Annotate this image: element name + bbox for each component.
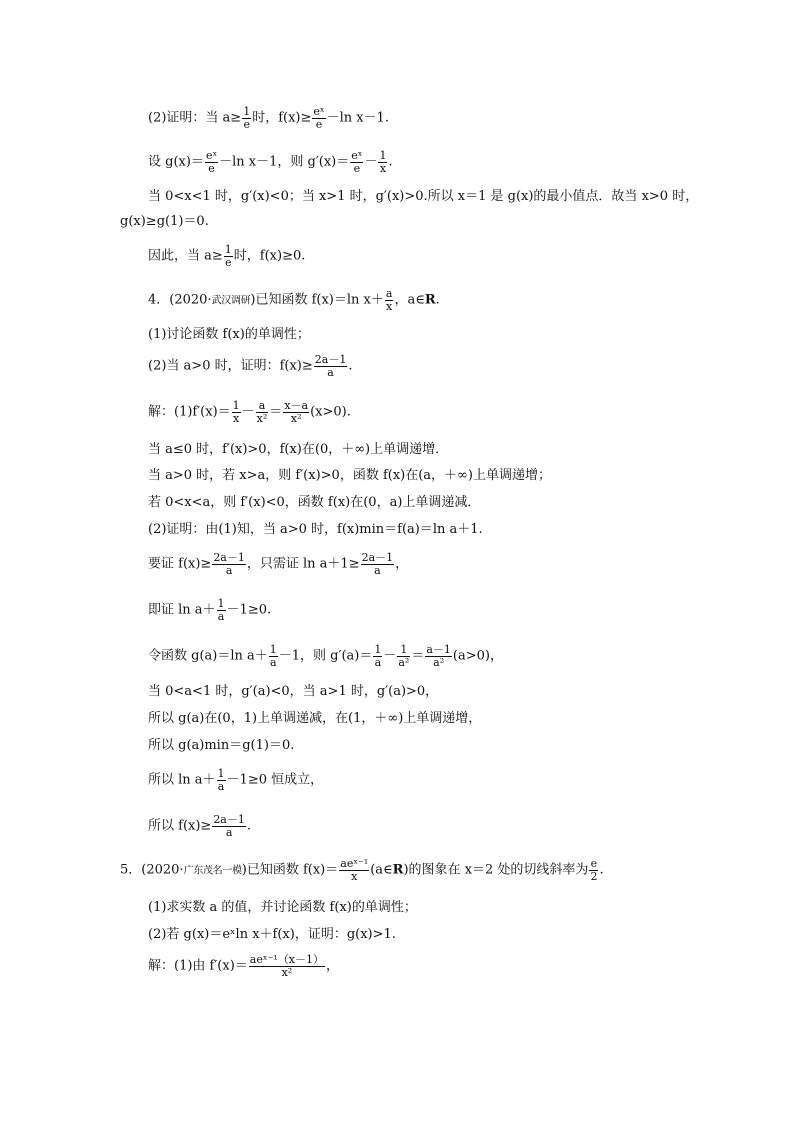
text: R (424, 292, 436, 308)
fraction (217, 768, 226, 792)
numerator: 1 (232, 399, 240, 412)
text: R (392, 862, 404, 878)
text: ＝ (411, 648, 425, 664)
numerator: aeˣ⁻¹（x－1） (249, 953, 324, 966)
line-4: (2)证明：由(1)知，当 a>0 时，f(x)min＝f(a)＝ln a＋1. (148, 522, 483, 537)
text: (x>0). (310, 404, 351, 420)
line-6 (148, 598, 271, 622)
text: 5．(2020· (120, 862, 184, 878)
text: . (599, 862, 604, 878)
text: . (246, 818, 252, 834)
fraction (339, 858, 369, 882)
numerator: 1 (217, 597, 225, 610)
text: . (435, 292, 440, 308)
fraction (269, 644, 278, 668)
fraction (212, 814, 246, 838)
denominator: e (315, 117, 323, 131)
monotonic-line: 当 0<x<1 时，g′(x)<0；当 x>1 时，g′(x)>0.所以 x＝1 是 g(x)的最小值点．故当 x>0 时， (148, 189, 699, 204)
fraction (397, 644, 410, 668)
denominator: 2 (590, 869, 598, 883)
text: 解：(1)由 f′(x)＝ (148, 958, 248, 974)
text: 解：(1)f′(x)＝ (148, 404, 231, 420)
q4-part2 (148, 354, 352, 378)
numerator: 1 (397, 644, 410, 657)
text: 因此，当 a≥ (148, 248, 223, 264)
denominator: e (353, 161, 361, 175)
numerator: 2a－1 (213, 551, 245, 564)
q4-part1: (1)讨论函数 f(x)的单调性； (148, 327, 310, 342)
text: － (364, 154, 378, 170)
numerator: 1 (224, 243, 232, 256)
numerator: 1 (269, 643, 277, 656)
fraction (425, 644, 452, 668)
numerator: 1 (374, 643, 382, 656)
line-8: 当 0<a<1 时，g′(a)<0，当 a>1 时，g′(a)>0， (148, 684, 439, 699)
denominator: a (327, 365, 334, 379)
text: 要证 f(x)≥ (148, 556, 212, 572)
text: . (348, 358, 353, 374)
q5-solution (148, 954, 339, 978)
numerator: 1 (379, 149, 387, 162)
denominator: x (379, 161, 387, 175)
text: (2)证明：当 a≥ (148, 110, 242, 126)
line-7 (148, 644, 503, 668)
numerator: 2a－1 (361, 551, 394, 564)
denominator: e (208, 161, 215, 175)
text: ＝ (269, 404, 283, 420)
text: )的图象在 x＝2 处的切线斜率为 (403, 862, 589, 878)
denominator: e (225, 255, 232, 269)
fraction (242, 106, 251, 130)
numerator: e (590, 857, 598, 870)
q5-part1: (1)求实数 a 的值，并讨论函数 f(x)的单调性； (148, 900, 417, 915)
numerator: aeˣ⁻¹ (340, 857, 369, 870)
numerator: a (256, 400, 269, 413)
fraction (589, 858, 598, 882)
fraction (361, 552, 395, 576)
numerator: eˣ (205, 149, 218, 162)
text: ， (325, 958, 339, 974)
denominator: a (225, 825, 233, 839)
text: 时，f(x)≥0. (233, 248, 306, 264)
text: － (383, 648, 397, 664)
question-5-line (120, 858, 604, 882)
fraction (314, 354, 348, 378)
denominator: x (351, 869, 358, 883)
line-11 (148, 768, 323, 792)
numerator: eˣ (313, 105, 325, 118)
fraction (224, 244, 233, 268)
text: . (388, 154, 393, 170)
text: －ln x－1. (326, 110, 389, 126)
numerator: 2a－1 (213, 813, 245, 826)
q4-solution-1 (148, 400, 351, 424)
denominator: x (386, 299, 393, 313)
text: (a>0)， (452, 648, 503, 664)
source-label: 广东茂名一模 (183, 865, 242, 877)
numerator: x－a (284, 399, 309, 412)
line-9: 所以 g(a)在(0，1)上单调递减，在(1，＋∞)上单调递增， (148, 711, 482, 726)
fraction (312, 106, 325, 130)
line-5 (148, 552, 408, 576)
text: －1≥0 恒成立， (226, 772, 324, 788)
numerator: a－1 (426, 643, 451, 656)
fraction (378, 150, 387, 174)
fraction (205, 150, 218, 174)
fraction (350, 150, 363, 174)
denominator: a (217, 779, 225, 793)
numerator: 2a－1 (314, 353, 347, 366)
text: (2)当 a>0 时，证明：f(x)≥ (148, 358, 313, 374)
text: 所以 f(x)≥ (148, 818, 212, 834)
source-label: 武汉调研 (211, 295, 251, 307)
fraction (217, 598, 226, 622)
text: 设 g(x)＝ (148, 154, 204, 170)
denominator: a (225, 563, 233, 577)
fraction (256, 400, 269, 424)
q5-part2: (2)若 g(x)＝eˣln x＋f(x)，证明：g(x)>1. (148, 927, 396, 942)
denominator: e (243, 117, 250, 131)
line-2: 当 a>0 时，若 x>a，则 f′(x)>0，函数 f(x)在(a，＋∞)上单调递增； (148, 468, 551, 483)
text: －ln x－1，则 g′(x)＝ (219, 154, 350, 170)
denominator: x² (281, 965, 293, 979)
text: 时，f(x)≥ (252, 110, 312, 126)
denominator: x² (290, 411, 302, 425)
denominator: a (217, 609, 225, 623)
denominator: x (233, 411, 240, 425)
denominator: a² (398, 655, 410, 669)
question-4-line (148, 288, 440, 312)
denominator: a (374, 563, 381, 577)
text: ，a∈ (394, 292, 425, 308)
line-12 (148, 814, 251, 838)
proof2-line (148, 106, 389, 130)
fraction (212, 552, 246, 576)
text: (a∈ (370, 862, 393, 878)
denominator: x² (256, 411, 268, 425)
text: 即证 ln a＋ (148, 602, 216, 618)
text: －1≥0. (226, 602, 272, 618)
text: )已知函数 f(x)＝ln x＋ (250, 292, 384, 308)
denominator: a (374, 655, 382, 669)
g-min-line: g(x)≥g(1)＝0. (120, 214, 209, 229)
numerator: a (385, 287, 393, 300)
numerator: 1 (217, 767, 225, 780)
denominator: a² (433, 655, 445, 669)
fraction (249, 954, 325, 978)
text: －1，则 g′(a)＝ (278, 648, 373, 664)
numerator: eˣ (351, 149, 363, 162)
text: ，只需证 ln a＋1≥ (246, 556, 360, 572)
fraction (283, 400, 309, 424)
numerator: 1 (243, 105, 251, 118)
fraction (373, 644, 382, 668)
fraction (232, 400, 241, 424)
line-10: 所以 g(a)min＝g(1)＝0. (148, 738, 295, 753)
text: 所以 ln a＋ (148, 772, 216, 788)
line-1: 当 a≤0 时，f′(x)>0，f(x)在(0，＋∞)上单调递增． (148, 442, 449, 457)
fraction (385, 288, 394, 312)
let-g-line (148, 150, 393, 174)
denominator: a (269, 655, 277, 669)
text: ， (395, 556, 409, 572)
text: － (241, 404, 255, 420)
line-3: 若 0<x<a，则 f′(x)<0，函数 f(x)在(0，a)上单调递减． (148, 495, 481, 510)
text: )已知函数 f(x)＝ (241, 862, 339, 878)
thus-line (148, 244, 305, 268)
text: 令函数 g(a)＝ln a＋ (148, 648, 268, 664)
text: 4．(2020· (148, 292, 212, 308)
